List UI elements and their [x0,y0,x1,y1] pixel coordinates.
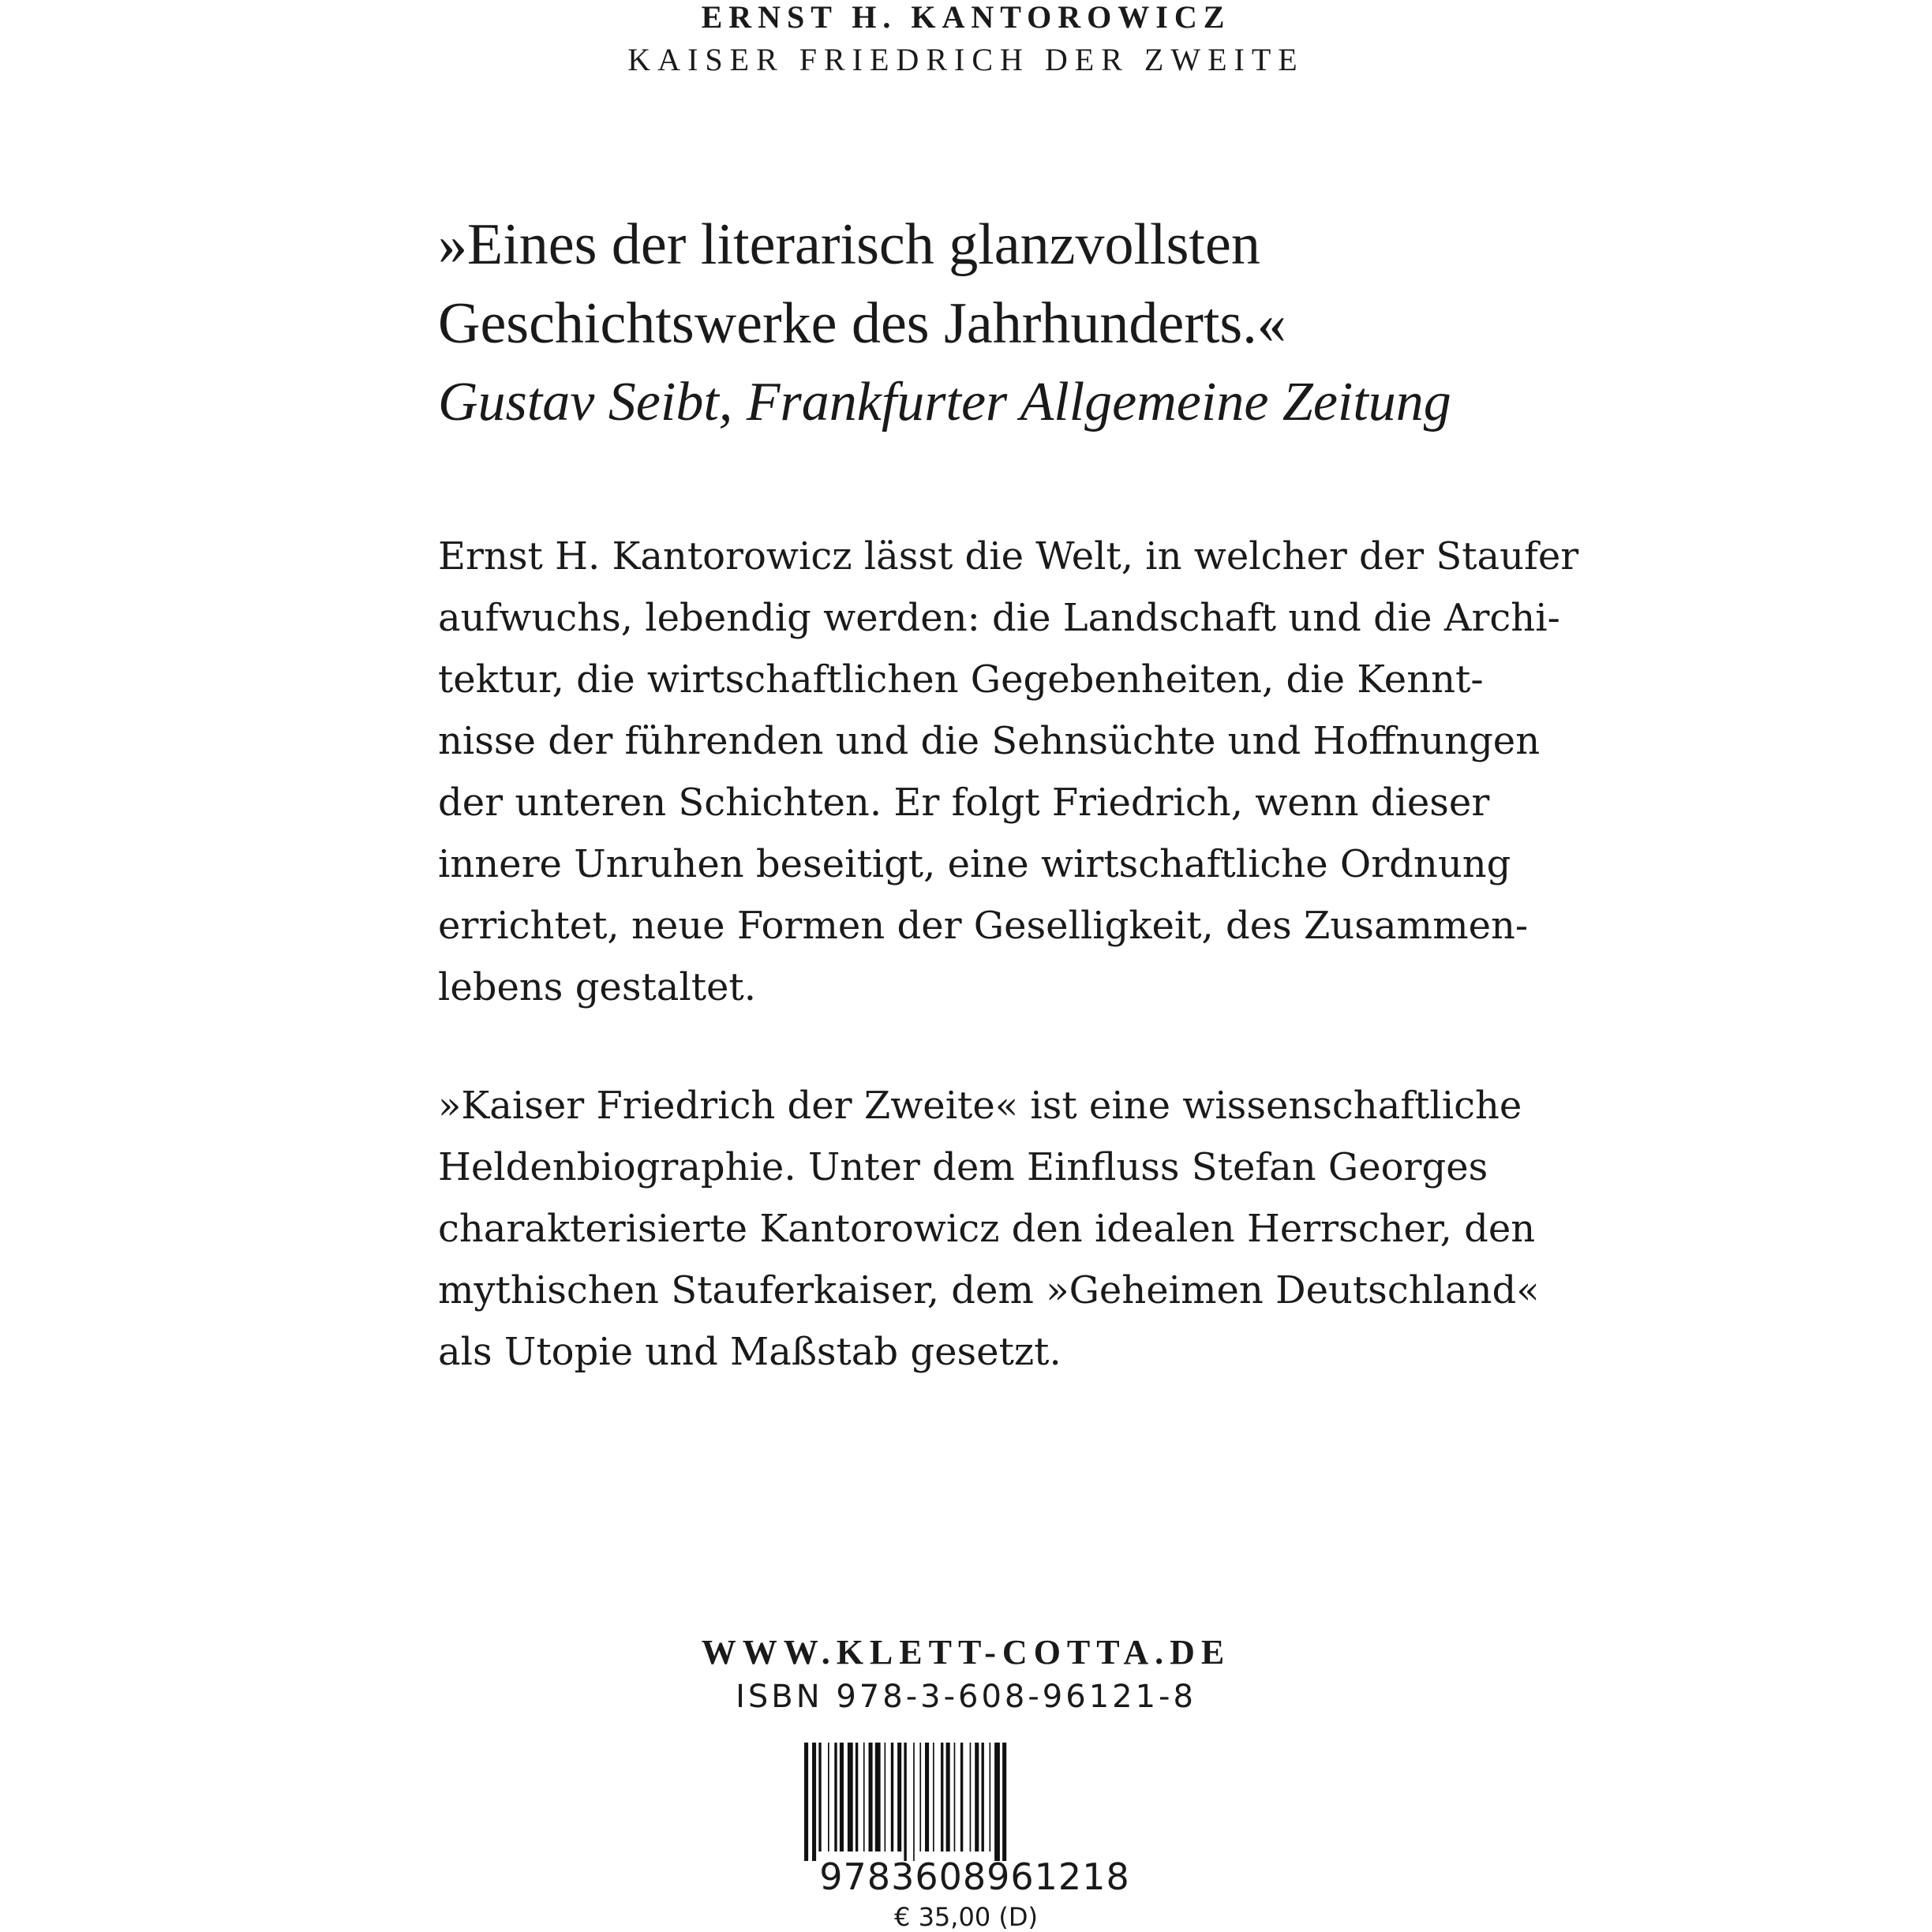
book-title: KAISER FRIEDRICH DER ZWEITE [627,42,1305,77]
barcode-bar [812,1743,816,1861]
text-line: tektur, die wirtschaftlichen Gegebenheiten, die Kennt- [438,657,1484,702]
barcode-bar [863,1743,865,1852]
review-quote [438,205,1582,442]
text-line: charakterisierte Kantorowicz den idealen Herrscher, den [438,1207,1536,1251]
quote-line: Geschichtswerke des Jahrhunderts.« [438,291,1286,356]
barcode-bar [994,1743,1000,1861]
barcode-bar [941,1743,943,1852]
barcode-bar [885,1743,886,1852]
text-line: lebens gestaltet. [438,965,756,1009]
barcode-bar [897,1743,901,1852]
barcode-bar [840,1743,844,1852]
description-paragraph-2 [438,1075,1582,1383]
barcode-bar [919,1743,921,1852]
text-line: errichtet, neue Formen der Geselligkeit, des Zusammen- [438,904,1529,948]
barcode-bar [904,1743,906,1861]
text-line: der unteren Schichten. Er folgt Friedrich, wenn dieser [438,781,1490,825]
price-label: € 35,00 (D) [894,1902,1038,1932]
barcode-bar [960,1743,963,1852]
author-name: ERNST H. KANTOROWICZ [701,0,1231,35]
text-line: mythischen Stauferkaiser, dem »Geheimen Deutschland« [438,1268,1540,1312]
barcode-bar [954,1743,956,1852]
quote-source: Gustav Seibt, Frankfurter Allgemeine Zeitung [438,372,1451,432]
barcode-bar [913,1743,915,1861]
barcode-bar [856,1743,858,1852]
barcode-icon [801,1743,1148,1861]
barcode-bar [1002,1743,1006,1861]
quote-line: »Eines der literarisch glanzvollsten [438,212,1260,277]
text-line: nisse der führenden und die Sehnsüchte und Hoffnungen [438,719,1541,763]
barcode-bar [804,1743,808,1861]
barcode-bar [982,1743,984,1852]
text-line: Heldenbiographie. Unter dem Einfluss Stefan Georges [438,1145,1488,1189]
barcode-bar [933,1743,934,1852]
text-line: »Kaiser Friedrich der Zweite« ist eine wissenschaftliche [438,1084,1522,1128]
text-line: Ernst H. Kantorowicz lässt die Welt, in welcher der Staufer [438,534,1579,578]
barcode-bar [925,1743,929,1852]
publisher-url: WWW.KLETT-COTTA.DE [701,1633,1231,1672]
text-line: als Utopie und Maßstab gesetzt. [438,1330,1061,1374]
barcode-bar [891,1743,893,1852]
text-line: aufwuchs, lebendig werden: die Landschaft und die Archi- [438,596,1560,640]
barcode-bar [946,1743,950,1852]
barcode-bar [970,1743,972,1852]
barcode-bar [834,1743,837,1852]
isbn-number: ISBN 978-3-608-96121-8 [736,1679,1196,1715]
barcode-bar [869,1743,873,1852]
text-line: innere Unruhen beseitigt, eine wirtschaftliche Ordnung [438,842,1511,886]
barcode-bar [828,1743,829,1852]
barcode-bar [975,1743,979,1852]
description-paragraph-1 [438,526,1582,1018]
barcode-bar [848,1743,853,1852]
barcode-bar [990,1743,991,1852]
barcode-bar [818,1743,821,1852]
barcode-bar [875,1743,881,1852]
barcode-digits: 9783608961218 [819,1855,1130,1898]
